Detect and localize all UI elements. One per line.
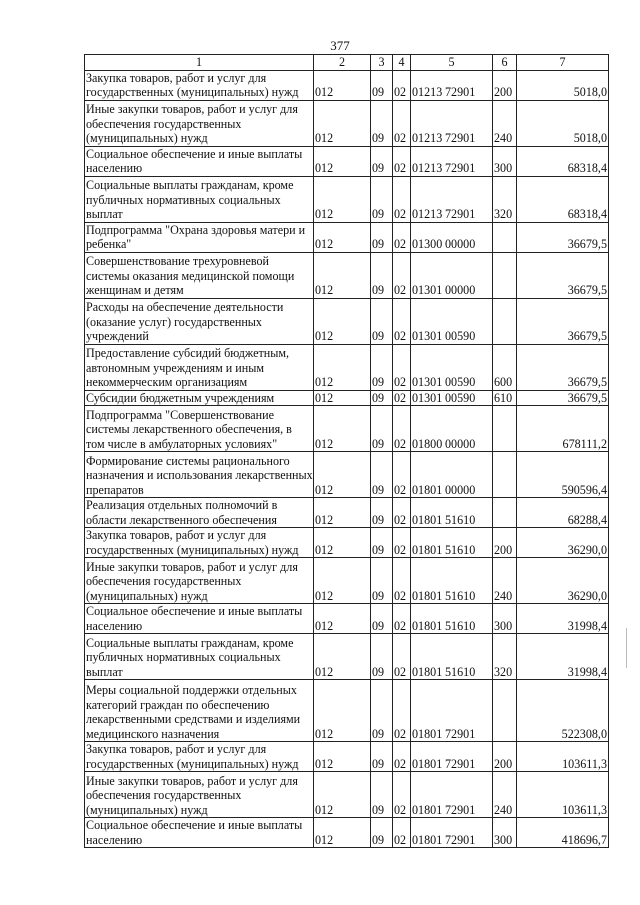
ministry-code-cell: 012 bbox=[314, 772, 371, 818]
target-article-program: 01801 bbox=[412, 588, 443, 603]
row-name-cell: Предоставление субсидий бюджетным, автономным учреждениям и иным некоммерческим организациям bbox=[85, 344, 314, 390]
amount-cell: 68288,4 bbox=[517, 498, 609, 528]
amount-cell: 678111,2 bbox=[517, 406, 609, 452]
expense-type-cell: 300 bbox=[493, 146, 517, 176]
row-name-cell: Субсидии бюджетным учреждениям bbox=[85, 390, 314, 406]
ministry-code-cell: 012 bbox=[314, 604, 371, 634]
section-code-cell: 09 bbox=[371, 772, 393, 818]
section-code-cell: 09 bbox=[371, 452, 393, 498]
section-code-cell: 09 bbox=[371, 406, 393, 452]
target-article-direction: 00000 bbox=[445, 283, 476, 297]
expense-type-cell: 610 bbox=[493, 390, 517, 406]
section-code-cell: 09 bbox=[371, 70, 393, 100]
amount-cell: 103611,3 bbox=[517, 742, 609, 772]
table-row bbox=[85, 390, 609, 406]
target-article-cell bbox=[411, 70, 493, 100]
amount-cell: 36679,5 bbox=[517, 252, 609, 298]
target-article-program: 01801 bbox=[412, 756, 443, 771]
expense-type-cell: 240 bbox=[493, 772, 517, 818]
row-name-cell: Иные закупки товаров, работ и услуг для обеспечения государственных (муниципальных) нужд bbox=[85, 100, 314, 146]
ministry-code-cell: 012 bbox=[314, 528, 371, 558]
ministry-code-cell: 012 bbox=[314, 222, 371, 252]
section-code-cell: 09 bbox=[371, 176, 393, 222]
target-article-cell bbox=[411, 222, 493, 252]
amount-cell: 522308,0 bbox=[517, 680, 609, 742]
table-row bbox=[85, 634, 609, 680]
table-row bbox=[85, 772, 609, 818]
expense-type-cell bbox=[493, 252, 517, 298]
row-name-cell: Закупка товаров, работ и услуг для государственных (муниципальных) нужд bbox=[85, 742, 314, 772]
amount-cell: 31998,4 bbox=[517, 634, 609, 680]
ministry-code-cell: 012 bbox=[314, 70, 371, 100]
ministry-code-cell: 012 bbox=[314, 344, 371, 390]
target-article-direction: 00000 bbox=[445, 482, 476, 497]
expense-type-cell: 320 bbox=[493, 634, 517, 680]
ministry-code-cell: 012 bbox=[314, 390, 371, 406]
row-name-cell: Закупка товаров, работ и услуг для государственных (муниципальных) нужд bbox=[85, 70, 314, 100]
subsection-code-cell: 02 bbox=[393, 176, 411, 222]
section-code-cell: 09 bbox=[371, 634, 393, 680]
ministry-code-cell: 012 bbox=[314, 252, 371, 298]
row-name-cell: Социальное обеспечение и иные выплаты населению bbox=[85, 604, 314, 634]
target-article-direction: 72901 bbox=[445, 726, 476, 741]
target-article-program: 01801 bbox=[412, 802, 443, 817]
target-article-program: 01801 bbox=[412, 664, 443, 679]
subsection-code-cell: 02 bbox=[393, 818, 411, 848]
row-name-cell: Подпрограмма "Охрана здоровья матери и ребенка" bbox=[85, 222, 314, 252]
table-row bbox=[85, 818, 609, 848]
amount-cell: 36679,5 bbox=[517, 344, 609, 390]
section-code-cell: 09 bbox=[371, 100, 393, 146]
section-code-cell: 09 bbox=[371, 222, 393, 252]
table-row bbox=[85, 528, 609, 558]
target-article-program: 01213 bbox=[412, 85, 443, 99]
table-row bbox=[85, 222, 609, 252]
subsection-code-cell: 02 bbox=[393, 252, 411, 298]
amount-cell: 36679,5 bbox=[517, 298, 609, 344]
section-code-cell: 09 bbox=[371, 252, 393, 298]
table-row bbox=[85, 558, 609, 604]
section-code-cell: 09 bbox=[371, 390, 393, 406]
section-code-cell: 09 bbox=[371, 528, 393, 558]
expense-type-cell: 240 bbox=[493, 100, 517, 146]
target-article-cell bbox=[411, 452, 493, 498]
subsection-code-cell: 02 bbox=[393, 406, 411, 452]
row-name-cell: Реализация отдельных полномочий в области лекарственного обеспечения bbox=[85, 498, 314, 528]
target-article-direction: 51610 bbox=[445, 618, 476, 633]
target-article-direction: 72901 bbox=[445, 161, 476, 175]
expense-type-cell: 300 bbox=[493, 604, 517, 634]
section-code-cell: 09 bbox=[371, 742, 393, 772]
row-name-cell: Социальное обеспечение и иные выплаты населению bbox=[85, 818, 314, 848]
target-article-cell bbox=[411, 742, 493, 772]
target-article-program: 01213 bbox=[412, 161, 443, 175]
ministry-code-cell: 012 bbox=[314, 498, 371, 528]
target-article-direction: 72901 bbox=[445, 756, 476, 771]
row-name-cell: Расходы на обеспечение деятельности (оказание услуг) государственных учреждений bbox=[85, 298, 314, 344]
header-cell-3: 3 bbox=[371, 55, 393, 71]
table-row bbox=[85, 70, 609, 100]
amount-cell: 418696,7 bbox=[517, 818, 609, 848]
target-article-program: 01301 bbox=[412, 329, 443, 343]
target-article-cell bbox=[411, 344, 493, 390]
target-article-cell bbox=[411, 498, 493, 528]
target-article-direction: 00000 bbox=[445, 436, 476, 451]
header-cell-5: 5 bbox=[411, 55, 493, 71]
target-article-direction: 72901 bbox=[445, 802, 476, 817]
table-row bbox=[85, 176, 609, 222]
subsection-code-cell: 02 bbox=[393, 70, 411, 100]
ministry-code-cell: 012 bbox=[314, 452, 371, 498]
target-article-direction: 51610 bbox=[445, 542, 476, 557]
expense-type-cell: 200 bbox=[493, 70, 517, 100]
subsection-code-cell: 02 bbox=[393, 772, 411, 818]
header-cell-6: 6 bbox=[493, 55, 517, 71]
target-article-cell bbox=[411, 818, 493, 848]
table-row bbox=[85, 406, 609, 452]
expense-type-cell bbox=[493, 406, 517, 452]
table-row bbox=[85, 452, 609, 498]
target-article-cell bbox=[411, 146, 493, 176]
target-article-cell bbox=[411, 558, 493, 604]
target-article-program: 01300 bbox=[412, 237, 443, 251]
expense-type-cell bbox=[493, 680, 517, 742]
target-article-program: 01801 bbox=[412, 618, 443, 633]
table-row bbox=[85, 344, 609, 390]
amount-cell: 36290,0 bbox=[517, 558, 609, 604]
target-article-direction: 72901 bbox=[445, 85, 476, 99]
scan-margin-mark bbox=[626, 628, 627, 668]
row-name-cell: Иные закупки товаров, работ и услуг для обеспечения государственных (муниципальных) нужд bbox=[85, 558, 314, 604]
subsection-code-cell: 02 bbox=[393, 452, 411, 498]
target-article-program: 01213 bbox=[412, 207, 443, 221]
page-number: 377 bbox=[330, 38, 350, 53]
subsection-code-cell: 02 bbox=[393, 298, 411, 344]
amount-cell: 68318,4 bbox=[517, 146, 609, 176]
table-row bbox=[85, 298, 609, 344]
subsection-code-cell: 02 bbox=[393, 344, 411, 390]
target-article-direction: 00590 bbox=[445, 329, 476, 343]
target-article-cell bbox=[411, 772, 493, 818]
header-row bbox=[85, 55, 609, 71]
target-article-direction: 72901 bbox=[445, 207, 476, 221]
ministry-code-cell: 012 bbox=[314, 406, 371, 452]
row-name-cell: Социальные выплаты гражданам, кроме публичных нормативных социальных выплат bbox=[85, 634, 314, 680]
expense-type-cell: 200 bbox=[493, 528, 517, 558]
target-article-program: 01213 bbox=[412, 131, 443, 145]
target-article-program: 01801 bbox=[412, 512, 443, 527]
amount-cell: 36679,5 bbox=[517, 390, 609, 406]
target-article-direction: 51610 bbox=[445, 664, 476, 679]
target-article-direction: 72901 bbox=[445, 832, 476, 847]
target-article-program: 01801 bbox=[412, 482, 443, 497]
row-name-cell: Социальное обеспечение и иные выплаты населению bbox=[85, 146, 314, 176]
ministry-code-cell: 012 bbox=[314, 100, 371, 146]
table-row bbox=[85, 680, 609, 742]
table-row bbox=[85, 252, 609, 298]
ministry-code-cell: 012 bbox=[314, 176, 371, 222]
target-article-cell bbox=[411, 252, 493, 298]
row-name-cell: Совершенствование трехуровневой системы оказания медицинской помощи женщинам и детям bbox=[85, 252, 314, 298]
expense-type-cell bbox=[493, 298, 517, 344]
expense-type-cell bbox=[493, 498, 517, 528]
amount-cell: 31998,4 bbox=[517, 604, 609, 634]
subsection-code-cell: 02 bbox=[393, 222, 411, 252]
amount-cell: 103611,3 bbox=[517, 772, 609, 818]
subsection-code-cell: 02 bbox=[393, 604, 411, 634]
header-cell-4: 4 bbox=[393, 55, 411, 71]
subsection-code-cell: 02 bbox=[393, 146, 411, 176]
target-article-cell bbox=[411, 528, 493, 558]
amount-cell: 5018,0 bbox=[517, 100, 609, 146]
target-article-cell bbox=[411, 176, 493, 222]
section-code-cell: 09 bbox=[371, 298, 393, 344]
row-name-cell: Меры социальной поддержки отдельных категорий граждан по обеспечению лекарственными средствами и изделиями медицинского назначения bbox=[85, 680, 314, 742]
target-article-program: 01801 bbox=[412, 542, 443, 557]
amount-cell: 36679,5 bbox=[517, 222, 609, 252]
subsection-code-cell: 02 bbox=[393, 634, 411, 680]
section-code-cell: 09 bbox=[371, 558, 393, 604]
ministry-code-cell: 012 bbox=[314, 742, 371, 772]
ministry-code-cell: 012 bbox=[314, 818, 371, 848]
budget-table bbox=[84, 54, 609, 848]
target-article-program: 01301 bbox=[412, 375, 443, 389]
subsection-code-cell: 02 bbox=[393, 680, 411, 742]
expense-type-cell: 240 bbox=[493, 558, 517, 604]
target-article-cell bbox=[411, 604, 493, 634]
section-code-cell: 09 bbox=[371, 146, 393, 176]
ministry-code-cell: 012 bbox=[314, 146, 371, 176]
target-article-cell bbox=[411, 634, 493, 680]
subsection-code-cell: 02 bbox=[393, 742, 411, 772]
expense-type-cell bbox=[493, 222, 517, 252]
table-row bbox=[85, 742, 609, 772]
row-name-cell: Социальные выплаты гражданам, кроме публичных нормативных социальных выплат bbox=[85, 176, 314, 222]
ministry-code-cell: 012 bbox=[314, 298, 371, 344]
amount-cell: 5018,0 bbox=[517, 70, 609, 100]
ministry-code-cell: 012 bbox=[314, 634, 371, 680]
target-article-cell bbox=[411, 298, 493, 344]
header-cell-1: 1 bbox=[85, 55, 314, 71]
target-article-cell bbox=[411, 390, 493, 406]
target-article-program: 01800 bbox=[412, 436, 443, 451]
header-cell-2: 2 bbox=[314, 55, 371, 71]
section-code-cell: 09 bbox=[371, 680, 393, 742]
subsection-code-cell: 02 bbox=[393, 558, 411, 604]
target-article-cell bbox=[411, 680, 493, 742]
subsection-code-cell: 02 bbox=[393, 498, 411, 528]
section-code-cell: 09 bbox=[371, 604, 393, 634]
row-name-cell: Подпрограмма "Совершенствование системы лекарственного обеспечения, в том числе в амбулаторных условиях" bbox=[85, 406, 314, 452]
subsection-code-cell: 02 bbox=[393, 390, 411, 406]
target-article-direction: 51610 bbox=[445, 588, 476, 603]
row-name-cell: Формирование системы рационального назначения и использования лекарственных препаратов bbox=[86, 453, 313, 497]
amount-cell: 68318,4 bbox=[517, 176, 609, 222]
header-cell-7: 7 bbox=[517, 55, 609, 71]
amount-cell: 590596,4 bbox=[517, 452, 609, 498]
target-article-direction: 00000 bbox=[445, 237, 476, 251]
table-row bbox=[85, 100, 609, 146]
expense-type-cell: 200 bbox=[493, 742, 517, 772]
section-code-cell: 09 bbox=[371, 344, 393, 390]
target-article-cell bbox=[411, 406, 493, 452]
section-code-cell: 09 bbox=[371, 818, 393, 848]
table-row bbox=[85, 498, 609, 528]
section-code-cell: 09 bbox=[371, 498, 393, 528]
target-article-direction: 00590 bbox=[445, 390, 476, 405]
table-row bbox=[85, 604, 609, 634]
target-article-cell bbox=[411, 100, 493, 146]
target-article-program: 01801 bbox=[412, 726, 443, 741]
amount-cell: 36290,0 bbox=[517, 528, 609, 558]
target-article-program: 01301 bbox=[412, 283, 443, 297]
subsection-code-cell: 02 bbox=[393, 100, 411, 146]
subsection-code-cell: 02 bbox=[393, 528, 411, 558]
row-name-cell: Закупка товаров, работ и услуг для государственных (муниципальных) нужд bbox=[85, 528, 314, 558]
row-name-cell: Иные закупки товаров, работ и услуг для обеспечения государственных (муниципальных) нужд bbox=[85, 772, 314, 818]
table-row bbox=[85, 146, 609, 176]
expense-type-cell: 320 bbox=[493, 176, 517, 222]
expense-type-cell: 300 bbox=[493, 818, 517, 848]
target-article-direction: 00590 bbox=[445, 375, 476, 389]
target-article-program: 01801 bbox=[412, 832, 443, 847]
expense-type-cell: 600 bbox=[493, 344, 517, 390]
ministry-code-cell: 012 bbox=[314, 680, 371, 742]
target-article-direction: 72901 bbox=[445, 131, 476, 145]
expense-type-cell bbox=[493, 452, 517, 498]
target-article-direction: 51610 bbox=[445, 512, 476, 527]
target-article-program: 01301 bbox=[412, 390, 443, 405]
ministry-code-cell: 012 bbox=[314, 558, 371, 604]
